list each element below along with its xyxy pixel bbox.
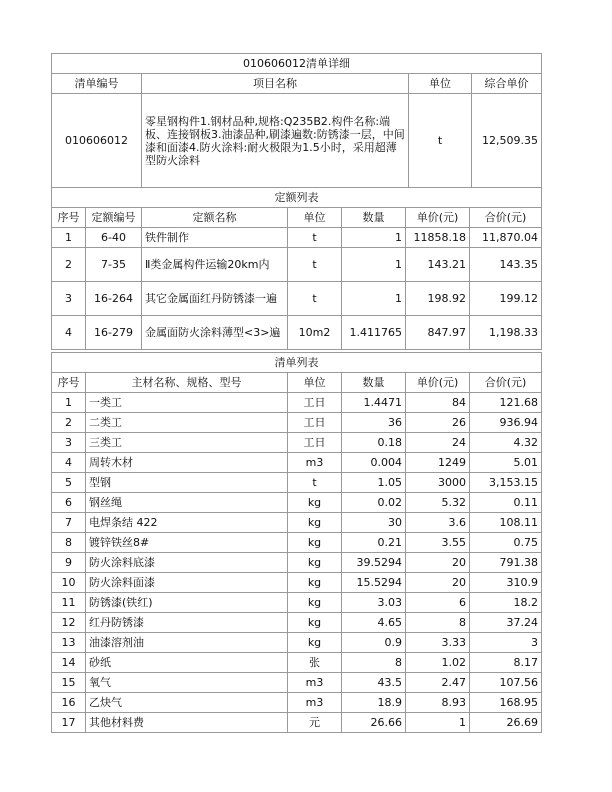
- row-unit: kg: [288, 493, 342, 513]
- row-no: 6: [52, 493, 86, 513]
- quota-header-unit: 单位: [288, 208, 342, 228]
- row-price: 20: [406, 573, 470, 593]
- row-qty: 0.004: [342, 453, 406, 473]
- row-unit: t: [288, 228, 342, 248]
- row-price: 8.93: [406, 693, 470, 713]
- table-row: [52, 613, 542, 633]
- row-no: 3: [52, 282, 86, 316]
- row-total: 11,870.04: [470, 228, 542, 248]
- table-row: [52, 282, 542, 316]
- row-total: 37.24: [470, 613, 542, 633]
- row-unit: kg: [288, 513, 342, 533]
- table-row: [52, 573, 542, 593]
- row-no: 8: [52, 533, 86, 553]
- row-total: 0.11: [470, 493, 542, 513]
- quota-section-title: 定额列表: [52, 188, 542, 208]
- row-total: 3: [470, 633, 542, 653]
- table-row: [52, 633, 542, 653]
- row-qty: 0.02: [342, 493, 406, 513]
- table-row: [52, 453, 542, 473]
- table-row: [52, 228, 542, 248]
- row-price: 26: [406, 413, 470, 433]
- row-unit: 工日: [288, 433, 342, 453]
- row-total: 121.68: [470, 393, 542, 413]
- row-qty: 18.9: [342, 693, 406, 713]
- table-row: [52, 533, 542, 553]
- row-total: 310.9: [470, 573, 542, 593]
- row-unit: kg: [288, 553, 342, 573]
- materials-header-no: 序号: [52, 373, 86, 393]
- materials-header-name: 主材名称、规格、型号: [86, 373, 288, 393]
- row-unit: m3: [288, 693, 342, 713]
- row-name: 砂纸: [86, 653, 288, 673]
- item-unit: t: [409, 94, 472, 188]
- table-row: [52, 693, 542, 713]
- row-price: 198.92: [406, 282, 470, 316]
- materials-header-unit: 单位: [288, 373, 342, 393]
- row-unit: kg: [288, 593, 342, 613]
- materials-table: [51, 352, 542, 733]
- row-qty: 1.4471: [342, 393, 406, 413]
- row-name: 二类工: [86, 413, 288, 433]
- row-total: 4.32: [470, 433, 542, 453]
- materials-header-qty: 数量: [342, 373, 406, 393]
- table-row: [52, 316, 542, 350]
- row-unit: kg: [288, 573, 342, 593]
- row-unit: 元: [288, 713, 342, 733]
- row-total: 3,153.15: [470, 473, 542, 493]
- row-total: 791.38: [470, 553, 542, 573]
- row-no: 4: [52, 316, 86, 350]
- row-no: 17: [52, 713, 86, 733]
- row-code: 16-279: [86, 316, 142, 350]
- row-no: 4: [52, 453, 86, 473]
- item-name: 零星钢构件1.钢材品种,规格:Q235B2.构件名称:端板、连接钢板3.油漆品种,刷漆遍数:防锈漆一层，中间漆和面漆4.防火涂料:耐火极限为1.5小时，采用超薄型防火涂料: [142, 94, 409, 188]
- table-row: [52, 673, 542, 693]
- row-qty: 36: [342, 413, 406, 433]
- row-qty: 26.66: [342, 713, 406, 733]
- row-price: 143.21: [406, 248, 470, 282]
- row-name: 镀锌铁丝8#: [86, 533, 288, 553]
- row-unit: t: [288, 248, 342, 282]
- row-name: 钢丝绳: [86, 493, 288, 513]
- row-unit: kg: [288, 533, 342, 553]
- row-code: 7-35: [86, 248, 142, 282]
- quota-header-name: 定额名称: [142, 208, 288, 228]
- row-name: Ⅱ类金属构件运输20km内: [142, 248, 288, 282]
- row-price: 1249: [406, 453, 470, 473]
- row-unit: t: [288, 473, 342, 493]
- row-price: 3.6: [406, 513, 470, 533]
- row-price: 20: [406, 553, 470, 573]
- row-unit: t: [288, 282, 342, 316]
- quota-header-total: 合价(元): [470, 208, 542, 228]
- table-row: [52, 413, 542, 433]
- row-no: 3: [52, 433, 86, 453]
- row-no: 11: [52, 593, 86, 613]
- row-name: 红丹防锈漆: [86, 613, 288, 633]
- row-name: 三类工: [86, 433, 288, 453]
- row-total: 5.01: [470, 453, 542, 473]
- row-price: 3.55: [406, 533, 470, 553]
- table-row: [52, 653, 542, 673]
- row-price: 8: [406, 613, 470, 633]
- row-name: 其它金属面红丹防锈漆一遍: [142, 282, 288, 316]
- row-price: 1: [406, 713, 470, 733]
- row-qty: 43.5: [342, 673, 406, 693]
- row-unit: 10m2: [288, 316, 342, 350]
- row-total: 143.35: [470, 248, 542, 282]
- row-no: 1: [52, 393, 86, 413]
- row-no: 2: [52, 248, 86, 282]
- row-name: 一类工: [86, 393, 288, 413]
- table-row: [52, 473, 542, 493]
- row-qty: 0.21: [342, 533, 406, 553]
- row-unit: 工日: [288, 413, 342, 433]
- row-name: 金属面防火涂料薄型<3>遍: [142, 316, 288, 350]
- quota-header-qty: 数量: [342, 208, 406, 228]
- row-qty: 8: [342, 653, 406, 673]
- row-name: 铁件制作: [142, 228, 288, 248]
- row-qty: 15.5294: [342, 573, 406, 593]
- row-price: 5.32: [406, 493, 470, 513]
- row-price: 11858.18: [406, 228, 470, 248]
- page-title: 010606012清单详细: [52, 54, 542, 74]
- row-name: 型钢: [86, 473, 288, 493]
- row-no: 13: [52, 633, 86, 653]
- quota-header-no: 序号: [52, 208, 86, 228]
- row-unit: m3: [288, 673, 342, 693]
- table-row: [52, 393, 542, 413]
- row-name: 乙炔气: [86, 693, 288, 713]
- row-total: 8.17: [470, 653, 542, 673]
- row-unit: 工日: [288, 393, 342, 413]
- row-total: 107.56: [470, 673, 542, 693]
- quota-header-code: 定额编号: [86, 208, 142, 228]
- col-name-header: 项目名称: [142, 74, 409, 94]
- row-qty: 1.411765: [342, 316, 406, 350]
- table-row: [52, 593, 542, 613]
- row-no: 9: [52, 553, 86, 573]
- table-row: [52, 248, 542, 282]
- materials-header-price: 单价(元): [406, 373, 470, 393]
- row-name: 防锈漆(铁红): [86, 593, 288, 613]
- row-total: 936.94: [470, 413, 542, 433]
- row-price: 1.02: [406, 653, 470, 673]
- row-price: 847.97: [406, 316, 470, 350]
- row-unit: kg: [288, 613, 342, 633]
- row-no: 15: [52, 673, 86, 693]
- table-row: [52, 493, 542, 513]
- row-qty: 1: [342, 228, 406, 248]
- row-qty: 1: [342, 282, 406, 316]
- col-code-header: 清单编号: [52, 74, 142, 94]
- row-name: 防火涂料面漆: [86, 573, 288, 593]
- row-qty: 1.05: [342, 473, 406, 493]
- row-no: 16: [52, 693, 86, 713]
- table-row: [52, 553, 542, 573]
- row-total: 108.11: [470, 513, 542, 533]
- row-no: 14: [52, 653, 86, 673]
- row-price: 2.47: [406, 673, 470, 693]
- row-price: 24: [406, 433, 470, 453]
- row-no: 2: [52, 413, 86, 433]
- materials-rows: [52, 393, 542, 733]
- item-code: 010606012: [52, 94, 142, 188]
- row-code: 6-40: [86, 228, 142, 248]
- row-qty: 30: [342, 513, 406, 533]
- row-no: 12: [52, 613, 86, 633]
- row-no: 1: [52, 228, 86, 248]
- row-no: 10: [52, 573, 86, 593]
- row-unit: m3: [288, 453, 342, 473]
- row-total: 199.12: [470, 282, 542, 316]
- row-unit: kg: [288, 633, 342, 653]
- row-code: 16-264: [86, 282, 142, 316]
- table-row: [52, 513, 542, 533]
- row-qty: 3.03: [342, 593, 406, 613]
- materials-header-total: 合价(元): [470, 373, 542, 393]
- item-price: 12,509.35: [472, 94, 542, 188]
- row-name: 周转木材: [86, 453, 288, 473]
- row-total: 168.95: [470, 693, 542, 713]
- row-name: 氧气: [86, 673, 288, 693]
- row-no: 7: [52, 513, 86, 533]
- row-name: 电焊条结 422: [86, 513, 288, 533]
- row-price: 3000: [406, 473, 470, 493]
- row-name: 其他材料费: [86, 713, 288, 733]
- row-qty: 39.5294: [342, 553, 406, 573]
- row-total: 1,198.33: [470, 316, 542, 350]
- col-price-header: 综合单价: [472, 74, 542, 94]
- col-unit-header: 单位: [409, 74, 472, 94]
- row-unit: 张: [288, 653, 342, 673]
- table-row: [52, 433, 542, 453]
- materials-section-title: 清单列表: [52, 353, 542, 373]
- row-qty: 0.9: [342, 633, 406, 653]
- row-no: 5: [52, 473, 86, 493]
- row-price: 3.33: [406, 633, 470, 653]
- row-total: 18.2: [470, 593, 542, 613]
- row-name: 防火涂料底漆: [86, 553, 288, 573]
- quota-header-price: 单价(元): [406, 208, 470, 228]
- row-name: 油漆溶剂油: [86, 633, 288, 653]
- table-row: [52, 713, 542, 733]
- row-price: 84: [406, 393, 470, 413]
- quota-table: [51, 187, 542, 350]
- row-price: 6: [406, 593, 470, 613]
- item-table: [51, 53, 542, 188]
- row-total: 26.69: [470, 713, 542, 733]
- row-qty: 0.18: [342, 433, 406, 453]
- row-qty: 4.65: [342, 613, 406, 633]
- row-total: 0.75: [470, 533, 542, 553]
- row-qty: 1: [342, 248, 406, 282]
